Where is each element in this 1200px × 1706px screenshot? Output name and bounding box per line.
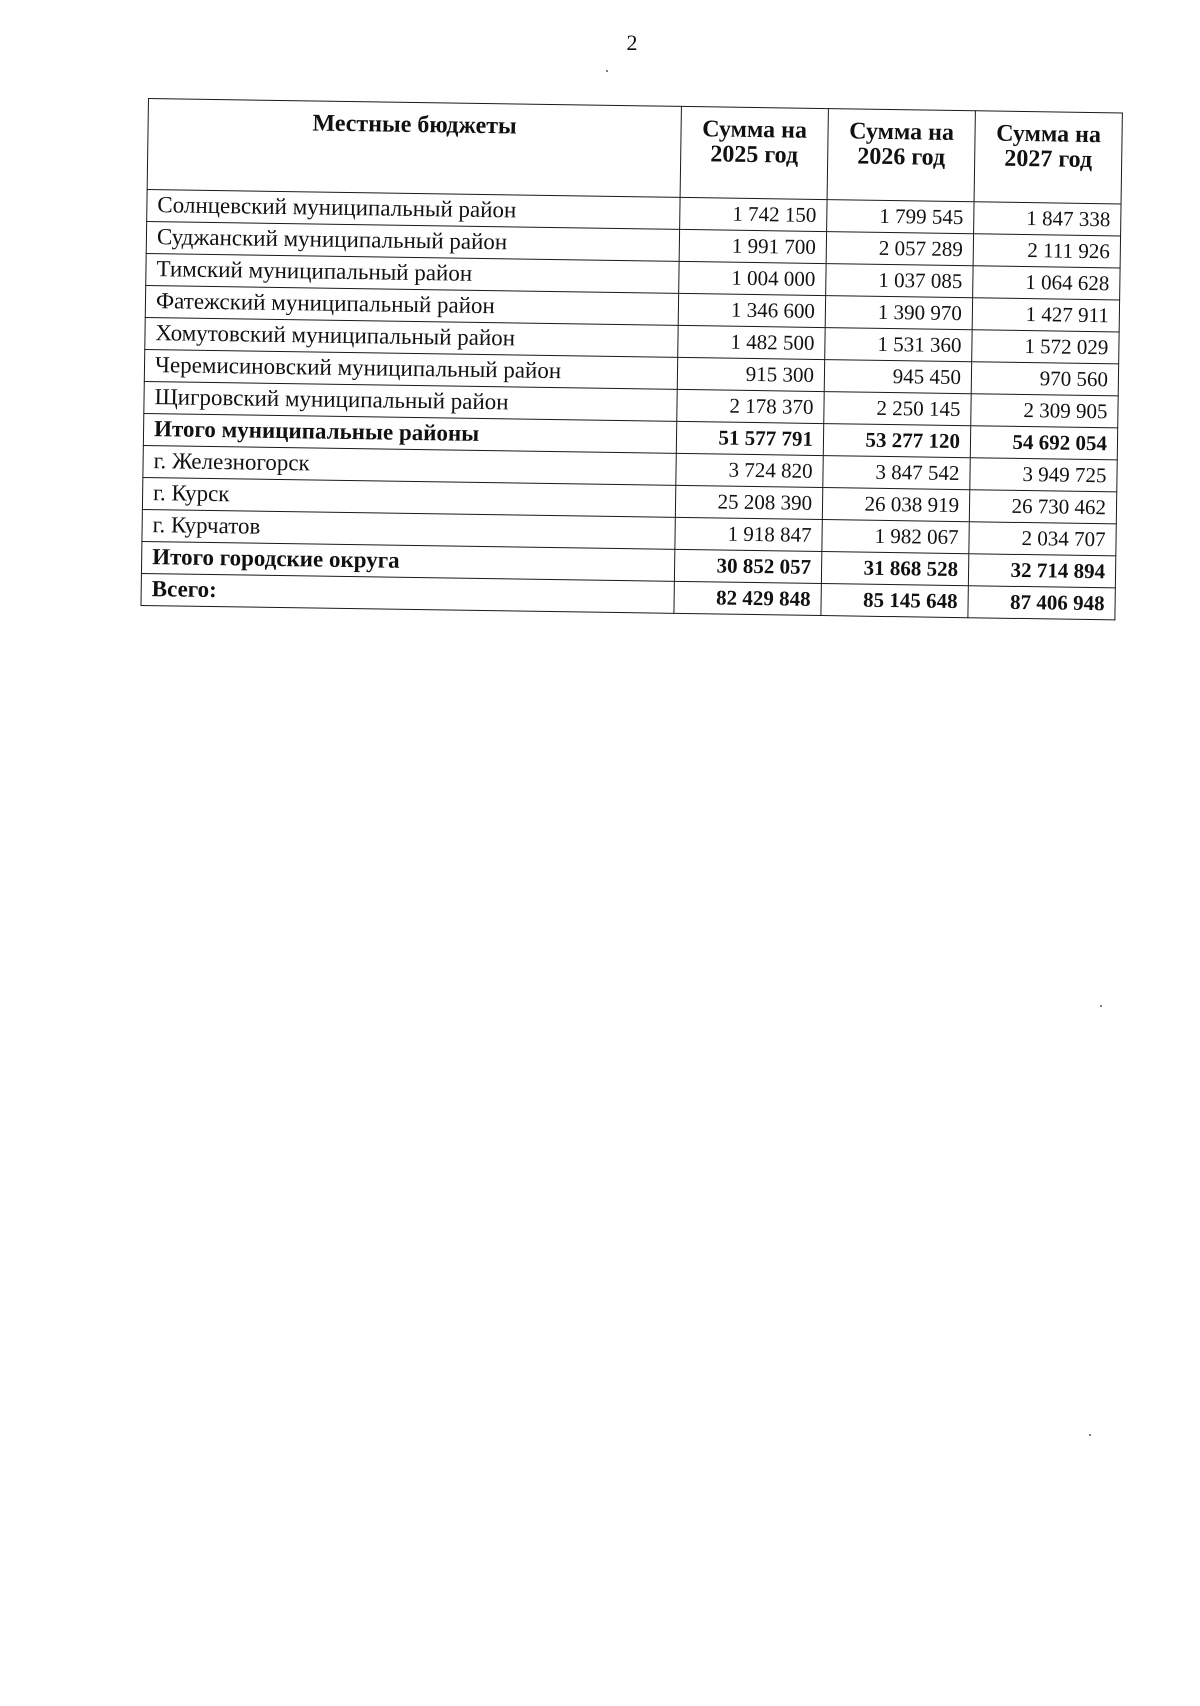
row-name: Тимский муниципальный район: [146, 253, 679, 293]
page-number: 2: [626, 30, 638, 55]
row-sum-2027: 1 572 029: [972, 330, 1119, 364]
row-sum-2026: 53 277 120: [823, 424, 970, 458]
row-sum-2026: 85 145 648: [821, 584, 968, 618]
row-sum-2027: 2 034 707: [969, 522, 1116, 556]
header-sum-2025: Сумма на 2025 год: [680, 106, 828, 199]
row-sum-2025: 1 004 000: [679, 261, 826, 295]
row-sum-2027: 1 064 628: [973, 266, 1120, 300]
row-name: Итого муниципальные районы: [143, 413, 676, 453]
scan-speck: [1089, 1434, 1091, 1436]
row-name: Солнцевский муниципальный район: [147, 189, 680, 229]
header-sum-2026: Сумма на 2026 год: [827, 109, 975, 202]
row-sum-2027: 2 309 905: [971, 394, 1118, 428]
row-name: г. Курск: [142, 477, 675, 517]
budget-table: [140, 98, 1122, 620]
row-sum-2026: 1 799 545: [827, 200, 974, 234]
row-sum-2025: 25 208 390: [675, 485, 822, 519]
header-local-budgets: Местные бюджеты: [147, 99, 681, 198]
row-sum-2025: 30 852 057: [674, 549, 821, 583]
row-sum-2025: 82 429 848: [674, 581, 821, 615]
row-sum-2027: 32 714 894: [968, 554, 1115, 588]
row-sum-2026: 2 250 145: [824, 392, 971, 426]
row-sum-2026: 2 057 289: [826, 232, 973, 266]
row-sum-2026: 1 982 067: [822, 520, 969, 554]
scan-speck: [606, 70, 608, 72]
row-name: Итого городские округа: [141, 541, 674, 581]
row-sum-2025: 1 991 700: [679, 229, 826, 263]
row-sum-2025: 3 724 820: [676, 453, 823, 487]
row-sum-2025: 1 918 847: [675, 517, 822, 551]
row-sum-2026: 3 847 542: [823, 456, 970, 490]
row-name: г. Курчатов: [142, 509, 675, 549]
row-sum-2025: 1 482 500: [678, 325, 825, 359]
row-name: Черемисиновский муниципальный район: [144, 349, 677, 389]
row-sum-2027: 2 111 926: [973, 234, 1120, 268]
scan-speck: [1100, 1005, 1102, 1007]
row-name: Всего:: [141, 573, 674, 613]
row-name: Суджанский муниципальный район: [146, 221, 679, 261]
row-name: Фатежский муниципальный район: [145, 285, 678, 325]
row-sum-2025: 915 300: [677, 357, 824, 391]
row-name: Щигровский муниципальный район: [144, 381, 677, 421]
row-sum-2027: 3 949 725: [970, 458, 1117, 492]
table-header-row: [147, 99, 1122, 204]
row-name: Хомутовский муниципальный район: [145, 317, 678, 357]
row-sum-2027: 970 560: [971, 362, 1118, 396]
row-sum-2026: 1 390 970: [825, 296, 972, 330]
row-sum-2025: 1 742 150: [680, 197, 827, 231]
row-sum-2027: 26 730 462: [969, 490, 1116, 524]
row-sum-2027: 87 406 948: [968, 586, 1115, 620]
row-sum-2025: 1 346 600: [678, 293, 825, 327]
header-sum-2027: Сумма на 2027 год: [974, 111, 1122, 204]
row-sum-2026: 1 531 360: [825, 328, 972, 362]
row-sum-2026: 31 868 528: [821, 552, 968, 586]
row-sum-2025: 51 577 791: [676, 421, 823, 455]
budget-table-container: [140, 98, 1122, 620]
row-sum-2027: 1 427 911: [972, 298, 1119, 332]
row-sum-2027: 54 692 054: [970, 426, 1117, 460]
row-name: г. Железногорск: [143, 445, 676, 485]
row-sum-2026: 945 450: [824, 360, 971, 394]
row-sum-2025: 2 178 370: [677, 389, 824, 423]
row-sum-2026: 1 037 085: [826, 264, 973, 298]
row-sum-2026: 26 038 919: [822, 488, 969, 522]
row-sum-2027: 1 847 338: [974, 202, 1121, 236]
